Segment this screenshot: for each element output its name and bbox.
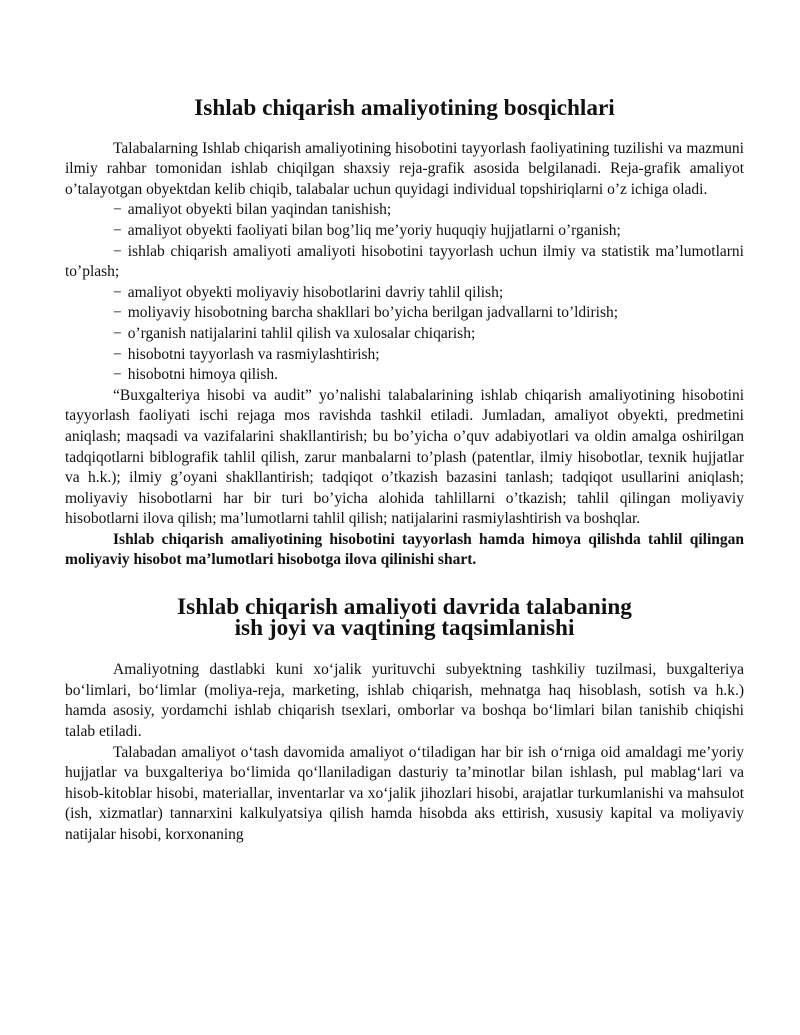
section-title-line-2: ish joyi va vaqtining taqsimlanishi	[234, 614, 575, 641]
task-item: − hisobotni tayyorlash va rasmiylashtirish;	[113, 345, 380, 363]
task-item: − amaliyot obyekti bilan yaqindan tanishish;	[113, 201, 392, 219]
dash-bullet: −	[113, 242, 122, 260]
section-title-stages: Ishlab chiqarish amaliyotining bosqichlari	[194, 95, 615, 121]
task-item: − ishlab chiqarish amaliyoti amaliyoti hisobotini tayyorlash uchun ilmiy va statistik ma’lumotlarni to’plash;	[65, 242, 744, 281]
dash-bullet: −	[113, 304, 122, 322]
task-item: − amaliyot obyekti moliyaviy hisobotlarini davriy tahlil qilish;	[113, 283, 504, 301]
dash-bullet: −	[113, 345, 122, 363]
dash-bullet: −	[113, 221, 122, 239]
task-list	[65, 200, 744, 385]
section-title-line-1: Ishlab chiqarish amaliyoti davrida talabaning	[177, 594, 632, 621]
dash-bullet: −	[113, 324, 122, 342]
dash-bullet: −	[113, 201, 122, 219]
first-day-paragraph: Amaliyotning dastlabki kuni xo‘jalik yurituvchi subyektning tashkiliy tuzilmasi, buxgalteriya bo‘limlari, bo‘limlar (moliya-reja, marketing, ishlab chiqarish, mehnatga haq hisoblash, sotish va h.k.) hamda asosiy, yordamchi ishlab chiqarish tsexlari, omborlar va boshqa bo‘limlari bilan tanishib chiqishi talab etiladi.	[65, 661, 744, 741]
task-item: − o’rganish natijalarini tahlil qilish va xulosalar chiqarish;	[113, 324, 476, 342]
task-item: − amaliyot obyekti faoliyati bilan bog’liq me’yoriy huquqiy hujjatlarni o’rganish;	[113, 221, 621, 239]
organization-paragraph: “Buxgalteriya hisobi va audit” yo’nalishi talabalarining ishlab chiqarish amaliyotining hisobotini tayyorlash faoliyati ischi rejaga mos ravishda tashkil etiladi. Jumladan, amaliyot obyekti, predmetini aniqlash; maqsadi va vazifalarini shakllantirish; bu bo’yicha o’quv adabiyotlari va oldin amalga oshirilgan tadqiqotlarni biblografik tahlil qilish, zarur manbalarni to’plash (patentlar, ilmiy hisobotlar, texnik hujjatlar va h.k.); ilmiy g’oyani shakllantirish; tadqiqot o’tkazish bazasini tanlash; tadqiqot usullarini aniqlash; moliyaviy hisobotlarni har bir turi bo’yicha alohida tahlillarni o’tkazish; tahlil qilingan moliyaviy hisobotlarni ilova qilish; ma’lumotlarni tahlil qilish; natijalarini rasmiylashtirish va boshqlar.	[65, 386, 744, 528]
task-item: − hisobotni himoya qilish.	[113, 366, 279, 384]
duties-paragraph: Talabadan amaliyot o‘tash davomida amaliyot o‘tiladigan har bir ish o‘rniga oid amaldagi me’yoriy hujjatlar va buxgalteriya bo‘limida qo‘llaniladigan dasturiy ta’minotlar bilan ishlash, pul mablag‘lari va hisob-kitoblar hisobi, materiallar, inventarlar va xo‘jalik jihozlari hisobi, arajatlar turkumlanishi va mahsulot (ish, xizmatlar) tannarxini kalkulyatsiya qilish hamda hisobda aks ettirish, xususiy kapital va moliyaviy natijalar hisobi, korxonaning	[65, 743, 744, 843]
dash-bullet: −	[113, 283, 122, 301]
requirement-paragraph: Ishlab chiqarish amaliyotining hisobotini tayyorlash hamda himoya qilishda tahlil qilingan moliyaviy hisobot ma’lumotlari hisobotga ilova qilinishi shart.	[65, 530, 744, 569]
section-title-schedule	[65, 594, 744, 641]
task-item: − moliyaviy hisobotning barcha shakllari bo’yicha berilgan jadvallarni to’ldirish;	[113, 304, 619, 322]
intro-paragraph: Talabalarning Ishlab chiqarish amaliyotining hisobotini tayyorlash faoliyatining tuzilishi va mazmuni ilmiy rahbar tomonidan ishlab chiqilgan shaxsiy reja-grafik asosida belgilanadi. Reja-grafik amaliyot o’talayotgan obyektdan kelib chiqib, talabalar uchun quyidagi individual topshiriqlarni o’z ichiga oladi.	[65, 139, 744, 198]
dash-bullet: −	[113, 366, 122, 384]
